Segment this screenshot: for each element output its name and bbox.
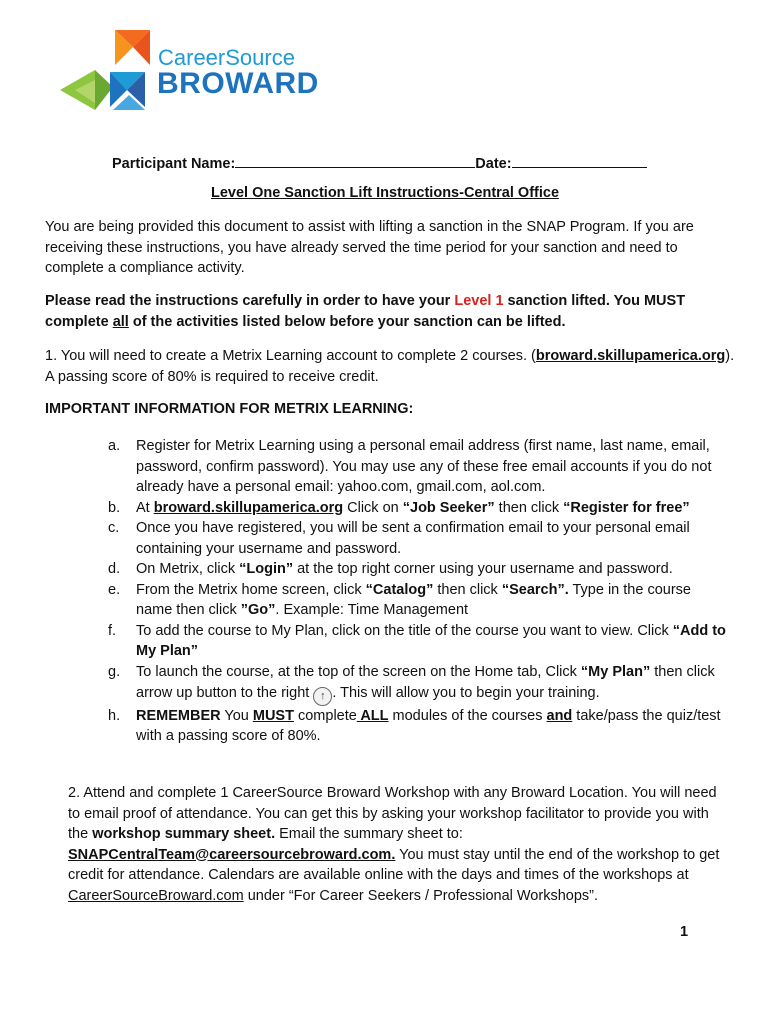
- login-label: “Login”: [239, 561, 294, 577]
- list-item-text: then click: [494, 499, 564, 516]
- list-marker: h.: [108, 707, 121, 724]
- list-item-text: at the top right corner using your username and password.: [293, 561, 673, 577]
- date-field[interactable]: [512, 153, 647, 168]
- list-item-text: then click: [433, 581, 502, 598]
- list-marker: a.: [108, 438, 121, 454]
- list-item-text: Once you have registered, you will be sent a confirmation email to your personal email containing your username and password.: [136, 520, 690, 557]
- list-item-text: complete: [293, 707, 357, 724]
- list-item-a: [108, 436, 728, 498]
- my-plan-label: “My Plan”: [580, 663, 651, 680]
- warning-text-2: sanction lifted. You MUST complete: [45, 293, 686, 330]
- list-item-text: take/pass the quiz/test with a passing score of 80%.: [136, 707, 721, 744]
- document-title: Level One Sanction Lift Instructions-Central Office: [210, 185, 560, 201]
- all-label: ALL: [356, 707, 389, 724]
- warning-text-3: of the activities listed below before your sanction can be lifted.: [128, 313, 566, 330]
- list-marker: f.: [108, 622, 117, 639]
- step-2-text: under “For Career Seekers / Professional Workshops”.: [243, 887, 599, 904]
- step-2-text: Email the summary sheet to:: [275, 826, 463, 842]
- step-1-paragraph: [45, 346, 735, 387]
- page-number: 1: [680, 924, 689, 940]
- arrow-up-icon: ↑: [313, 687, 332, 706]
- job-seeker-label: “Job Seeker”: [402, 499, 495, 516]
- list-item-text: From the Metrix home screen, click: [136, 581, 366, 598]
- important-heading: IMPORTANT INFORMATION FOR METRIX LEARNING:: [45, 401, 414, 417]
- summary-sheet-label: workshop summary sheet.: [92, 826, 276, 842]
- step-1-text-1: 1. You will need to create a Metrix Learning account to complete 2 courses. (: [45, 348, 536, 364]
- must-label: MUST: [252, 707, 294, 724]
- warning-all: all: [112, 313, 129, 330]
- list-item-b: [108, 498, 728, 519]
- list-marker: b.: [108, 499, 121, 516]
- list-item-f: [108, 621, 728, 662]
- step-1-text-2: ). A passing score of 80% is required to receive credit.: [45, 348, 735, 385]
- participant-name-label: Participant Name:: [112, 156, 236, 172]
- list-item-text: Type in the course name then click: [136, 581, 691, 618]
- logo-line-careersource: CareerSource: [158, 45, 295, 70]
- step-2-text: You must stay until the end of the workshop to get credit for attendance. Calendars are available online with the days and times of the workshops at: [68, 846, 720, 883]
- list-item-text: Register for Metrix Learning using a personal email address (first name, last name, email, password, confirm password). You may use any of these free email accounts if you do not already have a personal email: yahoo.com, gmail.com, aol.com.: [136, 438, 712, 495]
- list-item-text: modules of the courses: [388, 707, 547, 724]
- search-label: “Search”.: [501, 581, 569, 598]
- step-2-text: 2. Attend and complete 1 CareerSource Broward Workshop with any Broward Location. You will need to email proof of attendance. You can get this by asking your workshop facilitator to provide you with the: [68, 785, 717, 842]
- warning-paragraph: [45, 291, 735, 332]
- list-item-text: On Metrix, click: [136, 561, 240, 577]
- list-marker: c.: [108, 520, 120, 536]
- email-link[interactable]: SNAPCentralTeam@careersourcebroward.com.: [68, 846, 396, 863]
- list-item-text: To add the course to My Plan, click on the title of the course you want to view. Click: [136, 622, 673, 639]
- logo-line-broward: BROWARD: [157, 67, 319, 100]
- list-marker: g.: [108, 663, 121, 680]
- metrix-instructions-list: [108, 436, 728, 747]
- list-item-c: [108, 518, 728, 559]
- skillup-link[interactable]: broward.skillupamerica.org: [535, 348, 726, 364]
- date-label: Date:: [475, 156, 512, 172]
- list-marker: d.: [108, 561, 121, 577]
- add-to-plan-label: “Add to My Plan”: [136, 622, 726, 659]
- list-item-text: At: [136, 499, 154, 516]
- remember-label: REMEMBER: [136, 707, 221, 724]
- logo-mark-icon: [55, 25, 160, 120]
- list-item-g: [108, 662, 728, 706]
- register-label: “Register for free”: [563, 499, 690, 516]
- participant-name-field[interactable]: [235, 153, 475, 168]
- list-item-text: . This will allow you to begin your training.: [332, 684, 600, 701]
- list-item-text: . Example: Time Management: [275, 602, 469, 618]
- list-item-text: Click on: [343, 499, 403, 516]
- list-item-e: [108, 580, 728, 621]
- skillup-link[interactable]: broward.skillupamerica.org: [153, 499, 344, 516]
- go-label: ”Go”: [240, 602, 276, 618]
- list-marker: e.: [108, 581, 121, 598]
- catalog-label: “Catalog”: [365, 581, 434, 598]
- level-highlight: Level 1: [454, 293, 504, 309]
- careersource-broward-logo: [55, 25, 325, 120]
- list-item-text: then click arrow up button to the right: [136, 663, 715, 701]
- step-2-paragraph: [68, 783, 728, 906]
- list-item-h: [108, 706, 728, 747]
- list-item-text: To launch the course, at the top of the screen on the Home tab, Click: [136, 663, 581, 680]
- list-item-d: [108, 559, 728, 580]
- warning-text-1: Please read the instructions carefully in order to have your: [45, 293, 455, 309]
- list-item-text: You: [220, 707, 253, 724]
- and-label: and: [546, 707, 573, 724]
- participant-header: [112, 153, 647, 172]
- intro-paragraph: You are being provided this document to assist with lifting a sanction in the SNAP Program. If you are receiving these instructions, you have already served the time period for your sanction and need to complete a compliance activity.: [45, 219, 694, 276]
- careersource-site-link[interactable]: CareerSourceBroward.com: [68, 887, 244, 904]
